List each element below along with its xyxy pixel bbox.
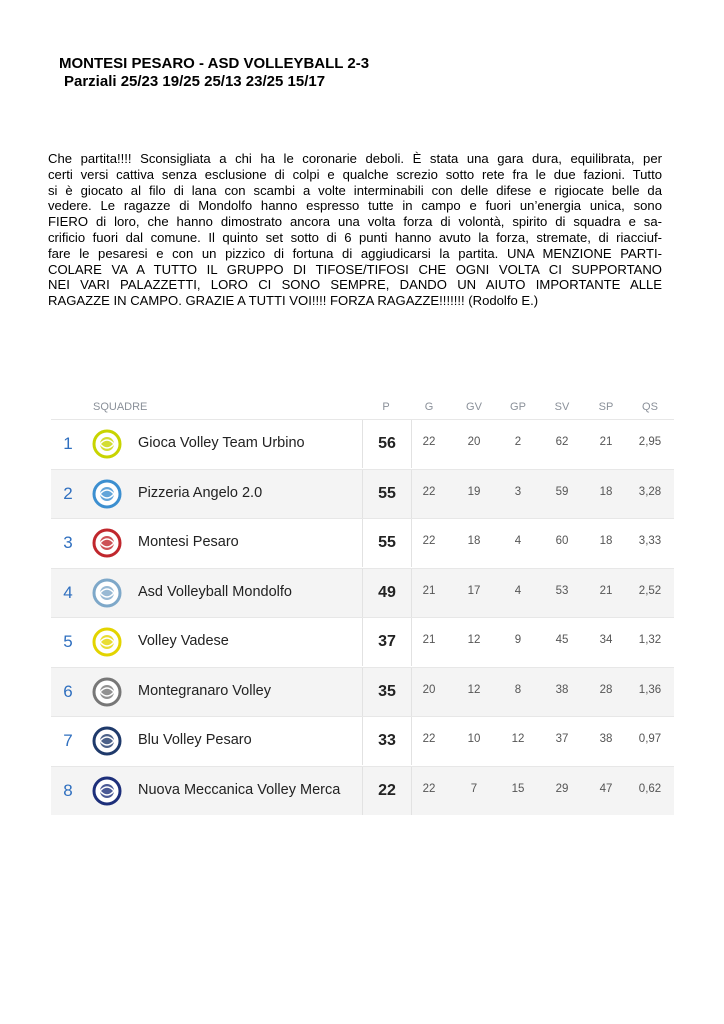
games-won: 10 xyxy=(467,733,481,745)
report-line: crificio fuori dal comune. Il quinto set sotto di 6 punti hanno avuto la forza, stremate, di riacciuf- xyxy=(48,229,662,245)
games-lost: 12 xyxy=(511,733,525,745)
standings-header xyxy=(51,395,674,419)
sets-won: 59 xyxy=(555,485,569,498)
report-line: certi versi cattiva senza esclusione di colpi e qualche screzio sotto rete fra le due fazioni. Tutto xyxy=(48,166,662,182)
points: 49 xyxy=(362,569,412,617)
mondolfo-logo-icon xyxy=(91,577,123,609)
sets-lost: 21 xyxy=(599,436,613,448)
table-row[interactable] xyxy=(51,419,674,468)
col-points: P xyxy=(382,401,390,413)
sets-lost: 38 xyxy=(599,733,613,745)
games-won: 12 xyxy=(467,683,481,696)
rank: 6 xyxy=(63,681,73,701)
col-lost: GP xyxy=(510,401,526,413)
games-played: 22 xyxy=(422,535,436,547)
rank: 7 xyxy=(63,731,73,750)
table-row[interactable] xyxy=(51,667,674,716)
team-name[interactable]: Nuova Meccanica Volley Merca xyxy=(138,781,341,798)
urbino-logo-icon xyxy=(91,428,123,460)
blu-volley-logo-icon xyxy=(91,725,123,757)
points: 56 xyxy=(362,420,412,468)
sets-won: 38 xyxy=(555,683,569,696)
games-played: 22 xyxy=(422,436,436,448)
set-quotient: 1,32 xyxy=(638,634,662,646)
rank: 5 xyxy=(63,632,73,651)
set-quotient: 1,36 xyxy=(638,683,662,696)
col-played: G xyxy=(424,401,434,413)
sets-lost: 34 xyxy=(599,634,613,646)
col-team: SQUADRE xyxy=(93,401,148,413)
report-line: Che partita!!!! Sconsigliata a chi ha le coronarie deboli. È stata una gara dura, equilibrata, per xyxy=(48,151,662,166)
set-quotient: 2,52 xyxy=(638,584,662,597)
games-won: 19 xyxy=(467,485,481,498)
rank: 2 xyxy=(63,483,73,503)
points: 37 xyxy=(362,618,412,666)
points: 22 xyxy=(362,767,412,815)
table-row[interactable] xyxy=(51,617,674,666)
set-quotient: 0,62 xyxy=(638,782,662,795)
match-report xyxy=(48,151,662,309)
sets-won: 29 xyxy=(555,782,569,795)
games-played: 21 xyxy=(422,584,436,597)
games-lost: 8 xyxy=(514,683,522,696)
table-row[interactable] xyxy=(51,518,674,567)
sets-won: 53 xyxy=(555,584,569,597)
games-played: 20 xyxy=(422,683,436,696)
points: 55 xyxy=(362,470,412,518)
team-name[interactable]: Volley Vadese xyxy=(138,633,229,649)
team-name[interactable]: Montesi Pesaro xyxy=(138,534,239,550)
sets-won: 60 xyxy=(555,535,569,547)
col-quotient: QS xyxy=(642,401,658,413)
points: 33 xyxy=(362,717,412,765)
games-won: 7 xyxy=(470,782,478,795)
angelo-logo-icon xyxy=(91,478,123,510)
games-won: 20 xyxy=(467,436,481,448)
team-name[interactable]: Asd Volleyball Mondolfo xyxy=(138,583,292,600)
rank: 1 xyxy=(63,434,73,453)
sets-lost: 18 xyxy=(599,535,613,547)
col-sets-won: SV xyxy=(554,401,570,413)
games-lost: 4 xyxy=(514,535,522,547)
report-line: NEI VARI PALAZZETTI, LORO CI SONO SEMPRE, DANDO UN AIUTO IMPORTANTE ALLE xyxy=(48,277,662,293)
set-quotient: 2,95 xyxy=(638,436,662,448)
set-quotient: 3,28 xyxy=(638,485,662,498)
games-won: 17 xyxy=(467,584,481,597)
set-scores: Parziali 25/23 19/25 25/13 23/25 15/17 xyxy=(64,73,326,90)
games-played: 22 xyxy=(422,733,436,745)
match-title: MONTESI PESARO - ASD VOLLEYBALL 2-3 xyxy=(59,55,370,72)
sets-won: 45 xyxy=(555,634,569,646)
sets-lost: 18 xyxy=(599,485,613,498)
games-lost: 2 xyxy=(514,436,522,448)
sets-lost: 47 xyxy=(599,782,613,795)
games-lost: 3 xyxy=(514,485,522,498)
sets-won: 37 xyxy=(555,733,569,745)
games-played: 22 xyxy=(422,485,436,498)
report-line: vedere. Le ragazze di Mondolfo hanno espresso tutte in campo e fuori un’energia unica, sono xyxy=(48,198,662,214)
team-name[interactable]: Gioca Volley Team Urbino xyxy=(138,435,305,451)
col-sets-lost: SP xyxy=(598,401,614,413)
points: 55 xyxy=(362,519,412,567)
rank: 8 xyxy=(63,780,73,800)
set-quotient: 3,33 xyxy=(638,535,662,547)
table-row[interactable] xyxy=(51,568,674,617)
col-won: GV xyxy=(466,401,482,413)
set-quotient: 0,97 xyxy=(638,733,662,745)
games-lost: 9 xyxy=(514,634,522,646)
team-name[interactable]: Montegranaro Volley xyxy=(138,682,271,699)
games-lost: 4 xyxy=(514,584,522,597)
rank: 3 xyxy=(63,533,73,552)
table-row[interactable] xyxy=(51,716,674,765)
report-line: FIERO di loro, che hanno dimostrato ancora una volta forza di volontà, spirito di squadra e sa- xyxy=(48,214,662,230)
sets-lost: 21 xyxy=(599,584,613,597)
team-name[interactable]: Blu Volley Pesaro xyxy=(138,732,252,748)
games-played: 22 xyxy=(422,782,436,795)
nuova-meccanica-logo-icon xyxy=(91,775,123,807)
games-played: 21 xyxy=(422,634,436,646)
table-row[interactable] xyxy=(51,469,674,518)
report-line: RAGAZZE IN CAMPO. GRAZIE A TUTTI VOI!!!! FORZA RAGAZZE!!!!!!! (Rodolfo E.) xyxy=(48,293,539,309)
games-lost: 15 xyxy=(511,782,525,795)
rank: 4 xyxy=(63,582,73,602)
points: 35 xyxy=(362,668,412,716)
games-won: 18 xyxy=(467,535,481,547)
vadese-logo-icon xyxy=(91,626,123,658)
montegranaro-logo-icon xyxy=(91,676,123,708)
table-row[interactable] xyxy=(51,766,674,815)
montesi-logo-icon xyxy=(91,527,123,559)
report-line: fare le pesaresi e con un pizzico di fortuna di aggiudicarsi la partita. UNA MENZIONE PARTI- xyxy=(48,245,662,261)
team-name[interactable]: Pizzeria Angelo 2.0 xyxy=(138,484,263,501)
games-won: 12 xyxy=(467,634,481,646)
report-line: COLARE VA A TUTTO IL GRUPPO DI TIFOSE/TIFOSI CHE OGNI VOLTA CI SUPPORTANO xyxy=(48,261,662,277)
sets-lost: 28 xyxy=(599,683,613,696)
report-line: si è giocato al filo di lana con scambi a volte interminabili con delle difese e rigiocate belle da xyxy=(48,182,662,198)
sets-won: 62 xyxy=(555,436,569,448)
standings-table xyxy=(51,395,674,815)
